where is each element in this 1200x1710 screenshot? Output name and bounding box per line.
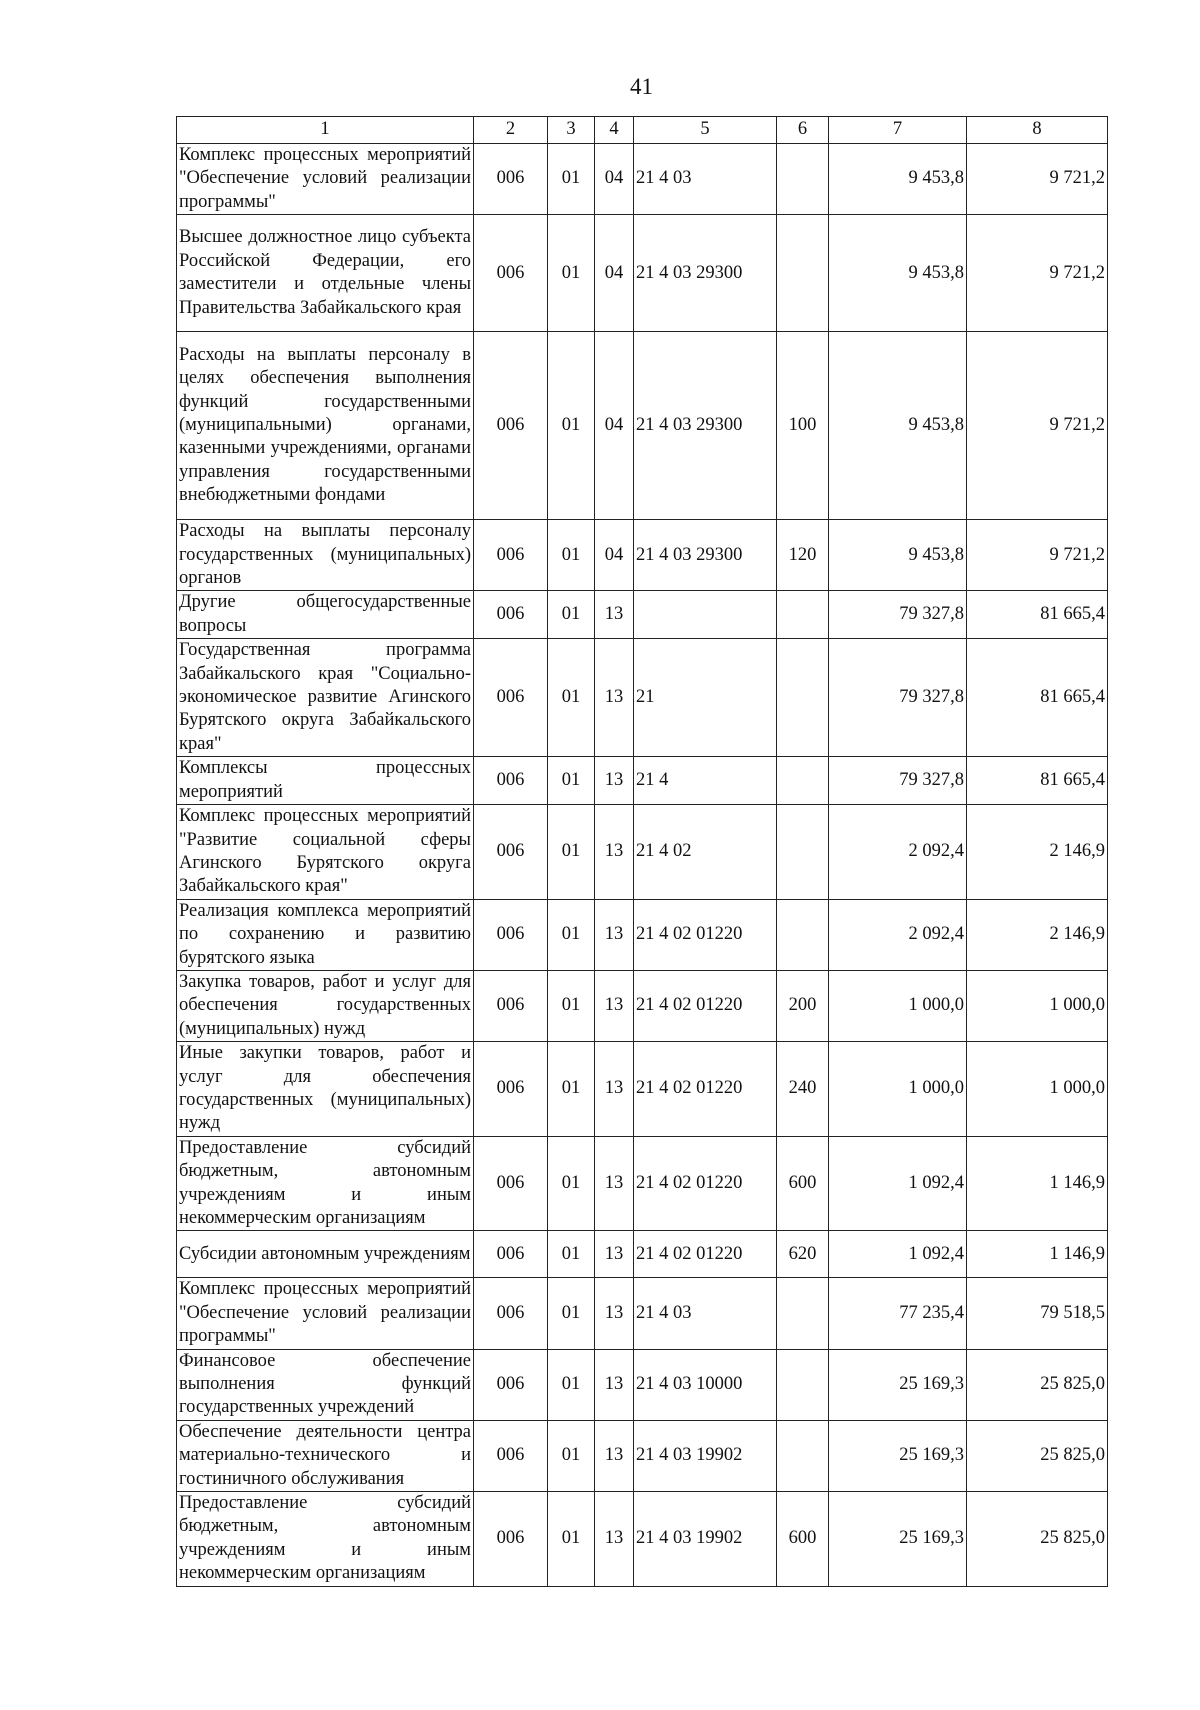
row-amount-col8: 81 665,4 — [967, 591, 1108, 639]
table-body — [177, 144, 1108, 1587]
row-amount-col7: 9 453,8 — [829, 332, 967, 520]
row-code-target: 21 4 — [634, 757, 777, 805]
row-amount-col7: 1 000,0 — [829, 1042, 967, 1137]
header-cell-7: 7 — [829, 117, 967, 144]
row-code-section: 01 — [548, 520, 595, 591]
row-amount-col7: 9 453,8 — [829, 215, 967, 332]
row-code-ministry: 006 — [474, 1278, 548, 1349]
row-code-ministry: 006 — [474, 1042, 548, 1137]
row-amount-col7: 1 092,4 — [829, 1231, 967, 1278]
row-code-ministry: 006 — [474, 1136, 548, 1231]
row-code-target — [634, 591, 777, 639]
row-code-expense-type — [777, 805, 829, 900]
row-code-target: 21 4 03 29300 — [634, 332, 777, 520]
row-amount-col7: 1 092,4 — [829, 1136, 967, 1231]
row-code-target: 21 4 03 — [634, 1278, 777, 1349]
row-amount-col7: 77 235,4 — [829, 1278, 967, 1349]
row-name: Финансовое обеспечение выполнения функций государственных учреждений — [177, 1349, 474, 1420]
header-cell-3: 3 — [548, 117, 595, 144]
row-code-ministry: 006 — [474, 970, 548, 1041]
row-code-section: 01 — [548, 757, 595, 805]
header-cell-4: 4 — [595, 117, 634, 144]
row-code-target: 21 4 02 01220 — [634, 1136, 777, 1231]
row-amount-col7: 25 169,3 — [829, 1349, 967, 1420]
table-row — [177, 757, 1108, 805]
row-code-target: 21 4 03 19902 — [634, 1420, 777, 1491]
row-code-target: 21 4 03 — [634, 144, 777, 215]
row-code-subsection: 13 — [595, 1492, 634, 1587]
row-code-ministry: 006 — [474, 639, 548, 757]
row-name: Предоставление субсидий бюджетным, автономным учреждениям и иным некоммерческим организациям — [177, 1492, 474, 1587]
table-row — [177, 970, 1108, 1041]
row-code-expense-type — [777, 215, 829, 332]
row-code-target: 21 4 02 01220 — [634, 970, 777, 1041]
row-amount-col7: 79 327,8 — [829, 757, 967, 805]
table-row — [177, 332, 1108, 520]
row-amount-col8: 2 146,9 — [967, 805, 1108, 900]
row-code-subsection: 04 — [595, 144, 634, 215]
row-code-section: 01 — [548, 1349, 595, 1420]
row-name: Расходы на выплаты персоналу государственных (муниципальных) органов — [177, 520, 474, 591]
row-code-section: 01 — [548, 332, 595, 520]
row-code-subsection: 13 — [595, 1231, 634, 1278]
row-amount-col8: 9 721,2 — [967, 332, 1108, 520]
row-code-section: 01 — [548, 144, 595, 215]
row-code-expense-type: 100 — [777, 332, 829, 520]
table-row — [177, 1042, 1108, 1137]
row-code-subsection: 13 — [595, 591, 634, 639]
row-amount-col8: 9 721,2 — [967, 520, 1108, 591]
table-row — [177, 1492, 1108, 1587]
budget-table — [176, 116, 1108, 1587]
row-amount-col8: 25 825,0 — [967, 1349, 1108, 1420]
row-code-subsection: 13 — [595, 899, 634, 970]
row-name: Субсидии автономным учреждениям — [177, 1231, 474, 1278]
row-amount-col7: 1 000,0 — [829, 970, 967, 1041]
row-code-section: 01 — [548, 805, 595, 900]
row-code-target: 21 4 02 01220 — [634, 899, 777, 970]
table-row — [177, 144, 1108, 215]
table-row — [177, 1231, 1108, 1278]
row-code-subsection: 04 — [595, 215, 634, 332]
row-code-expense-type — [777, 591, 829, 639]
row-code-expense-type — [777, 899, 829, 970]
table-row — [177, 1420, 1108, 1491]
table-row — [177, 639, 1108, 757]
row-code-ministry: 006 — [474, 144, 548, 215]
table-row — [177, 1349, 1108, 1420]
header-cell-1: 1 — [177, 117, 474, 144]
table-row — [177, 1136, 1108, 1231]
row-code-expense-type — [777, 1349, 829, 1420]
row-code-expense-type: 620 — [777, 1231, 829, 1278]
row-amount-col8: 1 000,0 — [967, 970, 1108, 1041]
row-code-subsection: 13 — [595, 1042, 634, 1137]
row-amount-col8: 1 146,9 — [967, 1231, 1108, 1278]
row-amount-col7: 79 327,8 — [829, 591, 967, 639]
row-code-section: 01 — [548, 970, 595, 1041]
row-amount-col8: 2 146,9 — [967, 899, 1108, 970]
row-name: Комплекс процессных мероприятий "Обеспечение условий реализации программы" — [177, 144, 474, 215]
row-code-section: 01 — [548, 215, 595, 332]
row-code-section: 01 — [548, 639, 595, 757]
row-amount-col8: 1 146,9 — [967, 1136, 1108, 1231]
row-code-ministry: 006 — [474, 1231, 548, 1278]
row-amount-col8: 81 665,4 — [967, 757, 1108, 805]
row-code-expense-type — [777, 144, 829, 215]
row-name: Государственная программа Забайкальского края "Социально-экономическое развитие Агинского Бурятского округа Забайкальского края" — [177, 639, 474, 757]
row-amount-col7: 25 169,3 — [829, 1420, 967, 1491]
row-amount-col8: 1 000,0 — [967, 1042, 1108, 1137]
row-code-ministry: 006 — [474, 591, 548, 639]
row-code-expense-type — [777, 757, 829, 805]
row-code-subsection: 13 — [595, 1349, 634, 1420]
row-code-section: 01 — [548, 1231, 595, 1278]
row-name: Предоставление субсидий бюджетным, автономным учреждениям и иным некоммерческим организациям — [177, 1136, 474, 1231]
row-name: Расходы на выплаты персоналу в целях обеспечения выполнения функций государственными (муниципальными) органами, казенными учреждениями, органами управления государственными внебюджетными фондами — [177, 332, 474, 520]
row-code-section: 01 — [548, 1278, 595, 1349]
row-code-subsection: 13 — [595, 757, 634, 805]
header-cell-5: 5 — [634, 117, 777, 144]
row-amount-col8: 9 721,2 — [967, 215, 1108, 332]
table-row — [177, 805, 1108, 900]
row-amount-col7: 79 327,8 — [829, 639, 967, 757]
page-number: 41 — [630, 74, 653, 99]
row-name: Комплекс процессных мероприятий "Развитие социальной сферы Агинского Бурятского округа Забайкальского края" — [177, 805, 474, 900]
row-code-ministry: 006 — [474, 215, 548, 332]
row-code-ministry: 006 — [474, 1349, 548, 1420]
row-code-section: 01 — [548, 591, 595, 639]
row-code-subsection: 13 — [595, 639, 634, 757]
row-code-target: 21 4 02 01220 — [634, 1231, 777, 1278]
row-code-target: 21 4 03 29300 — [634, 520, 777, 591]
row-code-target: 21 4 02 01220 — [634, 1042, 777, 1137]
header-cell-8: 8 — [967, 117, 1108, 144]
row-code-subsection: 13 — [595, 970, 634, 1041]
row-name: Реализация комплекса мероприятий по сохранению и развитию бурятского языка — [177, 899, 474, 970]
row-code-section: 01 — [548, 1420, 595, 1491]
row-code-section: 01 — [548, 899, 595, 970]
row-name: Закупка товаров, работ и услуг для обеспечения государственных (муниципальных) нужд — [177, 970, 474, 1041]
row-code-expense-type: 200 — [777, 970, 829, 1041]
row-amount-col8: 9 721,2 — [967, 144, 1108, 215]
table-row — [177, 1278, 1108, 1349]
row-amount-col7: 2 092,4 — [829, 899, 967, 970]
row-code-target: 21 4 02 — [634, 805, 777, 900]
row-code-ministry: 006 — [474, 1420, 548, 1491]
row-name: Высшее должностное лицо субъекта Российской Федерации, его заместители и отдельные члены Правительства Забайкальского края — [177, 215, 474, 332]
row-code-expense-type — [777, 1278, 829, 1349]
row-name: Иные закупки товаров, работ и услуг для обеспечения государственных (муниципальных) нужд — [177, 1042, 474, 1137]
table-row — [177, 215, 1108, 332]
row-code-expense-type — [777, 639, 829, 757]
row-amount-col8: 25 825,0 — [967, 1420, 1108, 1491]
row-amount-col7: 2 092,4 — [829, 805, 967, 900]
row-code-expense-type: 240 — [777, 1042, 829, 1137]
row-code-subsection: 13 — [595, 1278, 634, 1349]
row-code-target: 21 4 03 19902 — [634, 1492, 777, 1587]
row-code-target: 21 4 03 10000 — [634, 1349, 777, 1420]
row-name: Комплексы процессных мероприятий — [177, 757, 474, 805]
row-amount-col8: 79 518,5 — [967, 1278, 1108, 1349]
row-code-ministry: 006 — [474, 1492, 548, 1587]
row-code-target: 21 4 03 29300 — [634, 215, 777, 332]
table-row — [177, 899, 1108, 970]
row-code-expense-type: 600 — [777, 1136, 829, 1231]
row-name: Комплекс процессных мероприятий "Обеспечение условий реализации программы" — [177, 1278, 474, 1349]
row-code-section: 01 — [548, 1042, 595, 1137]
row-code-section: 01 — [548, 1492, 595, 1587]
row-code-expense-type — [777, 1420, 829, 1491]
row-code-ministry: 006 — [474, 757, 548, 805]
table-row — [177, 520, 1108, 591]
row-amount-col7: 9 453,8 — [829, 520, 967, 591]
row-amount-col7: 25 169,3 — [829, 1492, 967, 1587]
row-amount-col8: 25 825,0 — [967, 1492, 1108, 1587]
row-name: Обеспечение деятельности центра материально-технического и гостиничного обслуживания — [177, 1420, 474, 1491]
row-code-subsection: 04 — [595, 332, 634, 520]
header-row — [177, 117, 1108, 144]
row-amount-col8: 81 665,4 — [967, 639, 1108, 757]
row-code-subsection: 13 — [595, 805, 634, 900]
row-code-expense-type: 120 — [777, 520, 829, 591]
row-code-ministry: 006 — [474, 332, 548, 520]
row-amount-col7: 9 453,8 — [829, 144, 967, 215]
row-code-subsection: 04 — [595, 520, 634, 591]
header-cell-2: 2 — [474, 117, 548, 144]
row-code-ministry: 006 — [474, 805, 548, 900]
row-code-subsection: 13 — [595, 1420, 634, 1491]
header-cell-6: 6 — [777, 117, 829, 144]
table-row — [177, 591, 1108, 639]
row-code-subsection: 13 — [595, 1136, 634, 1231]
row-code-section: 01 — [548, 1136, 595, 1231]
row-code-ministry: 006 — [474, 899, 548, 970]
row-code-ministry: 006 — [474, 520, 548, 591]
row-code-target: 21 — [634, 639, 777, 757]
row-name: Другие общегосударственные вопросы — [177, 591, 474, 639]
row-code-expense-type: 600 — [777, 1492, 829, 1587]
